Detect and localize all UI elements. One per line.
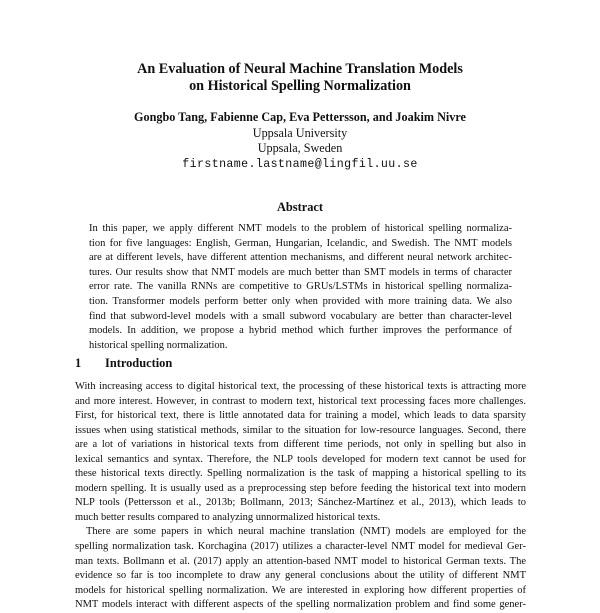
- body-line: are a lot of variations in historical texts from different time periods, not only in spelling but also in: [75, 439, 526, 451]
- author-email: firstname.lastname@lingfil.uu.se: [182, 157, 418, 171]
- body-line: spelling normalization task. Korchagina (2017) utilizes a character-level NMT model for medieval Ger-: [75, 541, 526, 553]
- abstract-line: are at different levels, have different attention mechanisms, and different neural network architec-: [89, 252, 512, 264]
- author-names: Gongbo Tang, Fabienne Cap, Eva Pettersson, and Joakim Nivre: [134, 110, 466, 124]
- title-line-2: on Historical Spelling Normalization: [189, 78, 411, 94]
- body-line: NMT models interact with different aspects of the spelling normalization problem and find some gener-: [75, 599, 526, 611]
- body-line: these historical texts directly. Spelling normalization is the task of mapping a historical spelling to its: [75, 468, 526, 480]
- body-line: With increasing access to digital historical text, the processing of these historical texts is attracting more: [75, 381, 526, 392]
- abstract-line: tion. Transformer models perform better only when provided with more training data. We also: [89, 295, 512, 307]
- location: Uppsala, Sweden: [257, 141, 343, 155]
- abstract-line: historical spelling normalization.: [89, 339, 228, 351]
- body-line: man texts. Bollmann et al. (2017) apply an attention-based NMT model to historical German texts. The: [75, 555, 526, 567]
- body-line: issues when using statistical methods, similar to the situation for low-resource languages. Second, there: [75, 424, 526, 436]
- paper-title: [0, 61, 600, 95]
- abstract-heading: Abstract: [276, 200, 324, 214]
- introduction-body: [75, 380, 526, 613]
- body-line: and more interest. However, in contrast to modern text, historical text processing faces more challenges.: [75, 395, 526, 407]
- body-line: There are some papers in which neural machine translation (NMT) models are employed for the: [86, 526, 526, 538]
- abstract-line: tures. Our results show that NMT models are much better than SMT models in terms of character: [89, 266, 512, 278]
- abstract-line: models. In addition, we propose a hybrid method which further improves the performance of: [89, 325, 512, 337]
- body-line: lexical semantics and syntax. Therefore, the NLP tools developed for modern text cannot be used for: [75, 453, 526, 465]
- abstract-line: error rate. The vanilla RNNs are competitive to GRUs/LSTMs in historical spelling normaliza-: [89, 281, 512, 293]
- abstract-line: find that subword-level models with a small subword vocabulary are better than character-level: [89, 310, 512, 322]
- abstract-text: [89, 222, 512, 353]
- affiliation: Uppsala University: [252, 125, 348, 140]
- section-title: Introduction: [105, 356, 173, 370]
- section-number: 1: [75, 356, 82, 370]
- abstract-line: In this paper, we apply different NMT models to the problem of historical spelling normaliza-: [89, 223, 512, 234]
- body-line: NLP tools (Pettersson et al., 2013b; Bollmann, 2013; Sánchez-Martínez et al., 2013), which leads to: [75, 497, 526, 509]
- author-block: [0, 110, 600, 172]
- body-line: models for historical spelling normalization. We are interested in exploring how different properties of: [75, 584, 526, 596]
- section-heading-introduction: [75, 356, 172, 371]
- body-line: modern spelling. It is usually used as a preprocessing step before feeding the historical text into modern: [75, 482, 526, 494]
- title-line-1: An Evaluation of Neural Machine Translation Models: [137, 61, 463, 77]
- abstract-line: tion for five languages: English, German, Hungarian, Icelandic, and Swedish. The NMT models: [89, 237, 512, 249]
- body-line: much better results compared to analyzing unnormalized historical texts.: [75, 511, 381, 523]
- body-line: First, for historical text, there is little annotated data for training a model, which leads to data sparsity: [75, 410, 526, 422]
- body-line: evidence so far is too incomplete to draw any general conclusions about the utility of different NMT: [75, 570, 526, 582]
